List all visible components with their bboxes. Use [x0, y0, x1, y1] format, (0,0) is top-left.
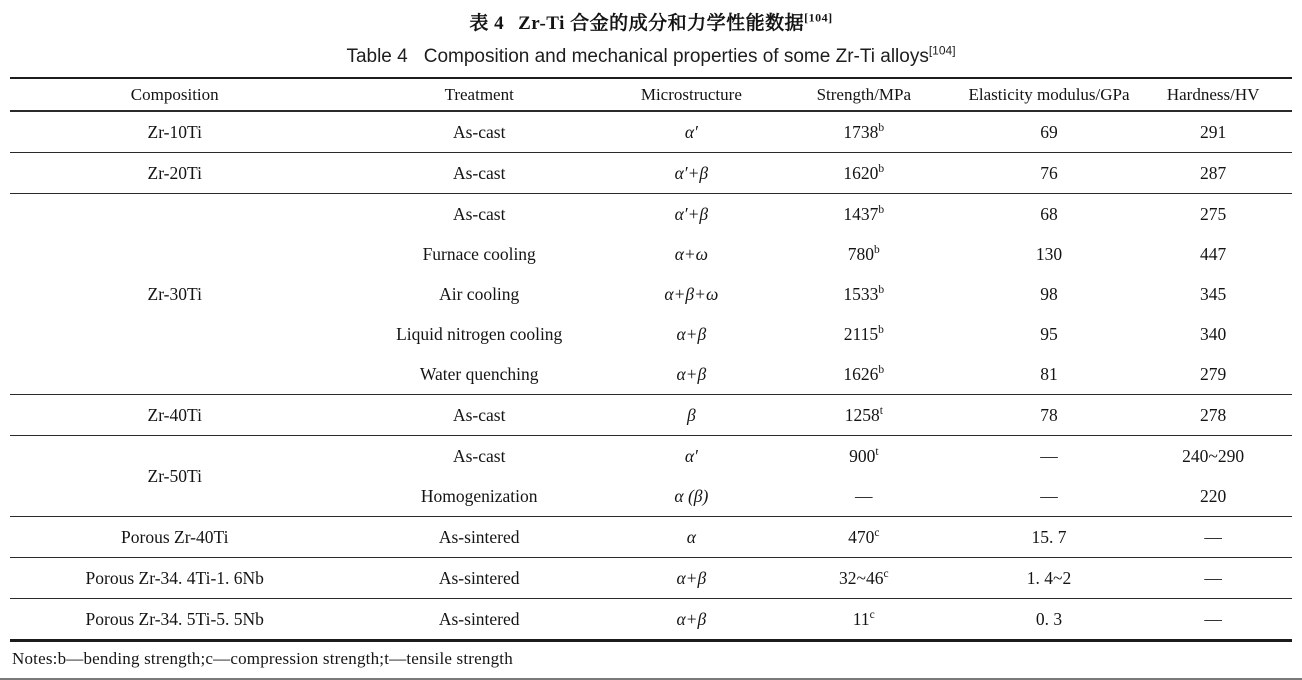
- table-number-chinese: 表 4: [469, 13, 505, 34]
- strength-superscript: c: [869, 608, 875, 621]
- strength-cell: 1620$^b$: [843, 162, 885, 183]
- header-microstructure: Microstructure: [640, 84, 742, 104]
- hardness-cell: —: [1204, 526, 1222, 547]
- treatment-cell: As-cast: [452, 162, 506, 183]
- composition-cell: Zr-20Ti: [147, 162, 202, 183]
- treatment-cell: Furnace cooling: [422, 243, 536, 264]
- table-row: [10, 558, 1292, 599]
- strength-cell: 1626$^b$: [843, 363, 885, 384]
- microstructure-cell: β: [687, 404, 696, 425]
- table-row: [10, 153, 1292, 194]
- strength-superscript: t: [879, 404, 883, 417]
- composition-cell: Porous Zr-40Ti: [121, 526, 229, 547]
- table-row: [10, 111, 1292, 153]
- table-footnotes: Notes:b—bending strength;c—compression strength;t—tensile strength: [12, 649, 513, 668]
- microstructure-cell: α+β: [676, 363, 707, 384]
- treatment-cell: As-sintered: [438, 608, 520, 629]
- table-title-english: [0, 43, 1302, 68]
- treatment-cell: As-cast: [452, 404, 506, 425]
- treatment-cell: Liquid nitrogen cooling: [396, 323, 563, 344]
- modulus-cell: 1. 4~2: [1026, 567, 1072, 588]
- microstructure-cell: α+β: [676, 608, 707, 629]
- microstructure-cell: α+ω: [674, 243, 709, 264]
- composition-cell: Zr-40Ti: [147, 404, 202, 425]
- strength-superscript: b: [878, 363, 885, 376]
- strength-superscript: b: [878, 203, 885, 216]
- modulus-cell: 15. 7: [1031, 526, 1067, 547]
- microstructure-cell: α′+β: [674, 203, 709, 224]
- treatment-cell: As-sintered: [438, 567, 520, 588]
- microstructure-cell: α (β): [674, 485, 709, 506]
- strength-cell: 900$^t$: [849, 445, 879, 466]
- strength-superscript: c: [874, 526, 880, 539]
- hardness-cell: 287: [1200, 162, 1227, 183]
- modulus-cell: 130: [1035, 243, 1063, 264]
- table-header-row: [10, 78, 1292, 111]
- composition-cell: Zr-50Ti: [147, 465, 202, 486]
- microstructure-cell: α′: [684, 445, 698, 466]
- table-row: [10, 194, 1292, 235]
- strength-cell: 32~46$^c$: [839, 567, 889, 588]
- hardness-cell: —: [1204, 608, 1222, 629]
- microstructure-cell: α+β: [676, 323, 707, 344]
- strength-cell: 1258$^t$: [844, 404, 883, 425]
- treatment-cell: Air cooling: [439, 283, 520, 304]
- strength-superscript: b: [878, 323, 884, 336]
- hardness-cell: —: [1204, 567, 1222, 588]
- treatment-cell: As-cast: [452, 121, 506, 142]
- hardness-cell: 279: [1200, 363, 1227, 384]
- modulus-cell: 0. 3: [1035, 608, 1063, 629]
- treatment-cell: Homogenization: [420, 485, 538, 506]
- microstructure-cell: α′+β: [674, 162, 709, 183]
- treatment-cell: As-sintered: [438, 526, 520, 547]
- header-treatment: Treatment: [444, 84, 514, 104]
- strength-cell: 780$^b$: [847, 243, 880, 264]
- strength-superscript: t: [875, 445, 879, 458]
- strength-superscript: b: [874, 243, 880, 256]
- strength-cell: 2115$^b$: [843, 323, 884, 344]
- modulus-cell: 69: [1040, 121, 1058, 142]
- table-number-english: Table 4: [346, 46, 408, 67]
- modulus-cell: 68: [1040, 203, 1058, 224]
- strength-superscript: b: [878, 162, 885, 175]
- modulus-cell: —: [1040, 445, 1058, 466]
- header-composition: Composition: [130, 84, 219, 104]
- microstructure-cell: α′: [684, 121, 698, 142]
- strength-cell: 470$^c$: [848, 526, 880, 547]
- strength-cell: 11$^c$: [852, 608, 875, 629]
- hardness-cell: 278: [1200, 404, 1227, 425]
- strength-superscript: b: [878, 121, 885, 134]
- table-title-english-text: Composition and mechanical properties of some Zr-Ti alloys: [423, 46, 929, 67]
- citation-superscript: [104]: [804, 10, 833, 25]
- composition-cell: Porous Zr-34. 5Ti-5. 5Nb: [85, 608, 264, 629]
- hardness-cell: 447: [1200, 243, 1227, 264]
- modulus-cell: 95: [1040, 323, 1058, 344]
- table-title-chinese-text: Zr-Ti 合金的成分和力学性能数据: [518, 13, 805, 34]
- hardness-cell: 291: [1200, 121, 1227, 142]
- composition-cell: Porous Zr-34. 4Ti-1. 6Nb: [85, 567, 264, 588]
- treatment-cell: Water quenching: [419, 363, 539, 384]
- table-row: [10, 517, 1292, 558]
- table-row: [10, 436, 1292, 477]
- header-hardness: Hardness/HV: [1166, 84, 1260, 104]
- alloy-properties-table: [10, 77, 1292, 642]
- microstructure-cell: α+β: [676, 567, 707, 588]
- strength-superscript: b: [878, 283, 885, 296]
- modulus-cell: 76: [1040, 162, 1058, 183]
- table-row: [10, 599, 1292, 641]
- table-row: [10, 395, 1292, 436]
- hardness-cell: 240~290: [1182, 445, 1245, 466]
- strength-superscript: c: [883, 567, 889, 580]
- header-elasticity-modulus: Elasticity modulus/GPa: [968, 84, 1130, 104]
- composition-cell: Zr-30Ti: [147, 283, 202, 304]
- strength-cell: 1437$^b$: [843, 203, 885, 224]
- hardness-cell: 275: [1200, 203, 1227, 224]
- hardness-cell: 345: [1200, 283, 1227, 304]
- microstructure-cell: α: [686, 526, 696, 547]
- citation-superscript: [104]: [928, 43, 956, 58]
- treatment-cell: As-cast: [452, 203, 506, 224]
- strength-cell: 1738$^b$: [843, 121, 885, 142]
- strength-cell: 1533$^b$: [843, 283, 885, 304]
- microstructure-cell: α+β+ω: [664, 283, 719, 304]
- composition-cell: Zr-10Ti: [147, 121, 202, 142]
- hardness-cell: 340: [1200, 323, 1227, 344]
- modulus-cell: 81: [1040, 363, 1058, 384]
- strength-cell: —: [855, 485, 873, 506]
- header-strength: Strength/MPa: [816, 84, 912, 104]
- treatment-cell: As-cast: [452, 445, 506, 466]
- modulus-cell: —: [1040, 485, 1058, 506]
- modulus-cell: 98: [1040, 283, 1058, 304]
- hardness-cell: 220: [1200, 485, 1227, 506]
- modulus-cell: 78: [1040, 404, 1058, 425]
- table-title-chinese: [0, 0, 1302, 35]
